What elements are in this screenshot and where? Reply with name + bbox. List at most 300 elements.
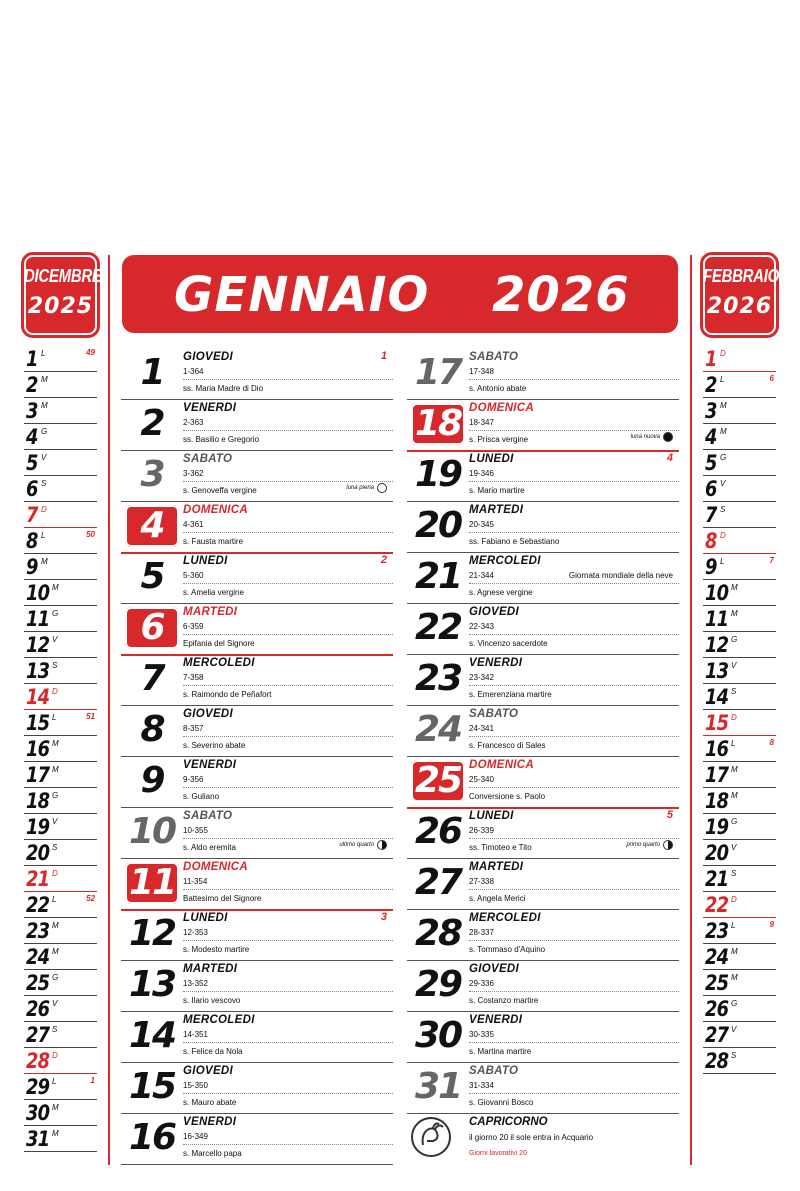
weekday-name: GIOVEDI	[183, 1065, 234, 1077]
side-day-number: 4	[705, 425, 717, 449]
side-day-row	[24, 996, 97, 1022]
side-day-row	[703, 762, 776, 788]
day-of-year: 10-355	[183, 826, 208, 835]
side-day-number: 3	[26, 399, 38, 423]
weekday-name: MARTEDI	[469, 504, 524, 516]
day-number: 29	[414, 964, 462, 1005]
day-number: 14	[128, 1015, 176, 1056]
side-day-number: 12	[705, 633, 729, 657]
moon-phase	[631, 432, 673, 442]
side-day-number: 14	[26, 685, 50, 709]
weekday-name: SABATO	[469, 351, 519, 363]
side-day-letter: L	[52, 895, 57, 904]
saint-name: s. Angela Merici	[469, 894, 526, 903]
side-day-row	[24, 1100, 97, 1126]
dotted-line	[183, 1042, 393, 1043]
side-day-number: 5	[705, 451, 717, 475]
side-day-row	[24, 892, 97, 918]
side-day-row	[703, 736, 776, 762]
side-day-number: 8	[705, 529, 717, 553]
dotted-line	[469, 634, 679, 635]
day-of-year: 5-360	[183, 571, 204, 580]
side-day-number: 25	[26, 971, 50, 995]
day-of-year: 6-359	[183, 622, 204, 631]
day-row	[407, 858, 679, 910]
weekday-name: GIOVEDI	[469, 606, 520, 618]
saint-name: s. Marcello papa	[183, 1149, 242, 1158]
weekday-name: LUNEDI	[183, 555, 228, 567]
weekday-name: VENERDI	[469, 657, 523, 669]
side-day-row	[24, 970, 97, 996]
side-day-number: 11	[26, 607, 50, 631]
day-row	[407, 501, 679, 553]
side-day-letter: G	[52, 609, 59, 618]
day-number: 2	[140, 403, 164, 444]
side-day-letter: S	[52, 1025, 58, 1034]
dotted-line	[469, 481, 679, 482]
weekday-name: VENERDI	[469, 1014, 523, 1026]
week-number: 3	[380, 911, 387, 923]
day-row	[121, 654, 393, 706]
day-number: 4	[125, 505, 179, 547]
side-day-letter: V	[52, 817, 58, 826]
side-day-row	[24, 528, 97, 554]
side-day-row	[24, 580, 97, 606]
saint-name: Epifania del Signore	[183, 639, 255, 648]
side-day-row	[24, 1074, 97, 1100]
dotted-line	[183, 787, 393, 788]
day-row	[121, 756, 393, 808]
side-day-letter: M	[731, 947, 738, 956]
day-number: 27	[414, 862, 462, 903]
dotted-line	[469, 1042, 679, 1043]
day-row	[407, 603, 679, 655]
day-of-year: 30-335	[469, 1030, 494, 1039]
side-day-number: 9	[26, 555, 38, 579]
dotted-line	[469, 736, 679, 737]
weekday-name: LUNEDI	[469, 453, 514, 465]
saint-name: s. Fausta martire	[183, 537, 244, 546]
weekday-name: MERCOLEDI	[469, 555, 541, 567]
day-number: 12	[128, 913, 176, 954]
saint-name: s. Mario martire	[469, 486, 525, 495]
prev-month-year: 2025	[27, 294, 94, 319]
weekday-name: DOMENICA	[469, 759, 535, 771]
side-day-number: 17	[26, 763, 50, 787]
side-day-row	[703, 658, 776, 684]
side-day-letter: L	[52, 713, 57, 722]
side-day-number: 4	[26, 425, 38, 449]
side-day-letter: M	[731, 583, 738, 592]
day-row	[121, 501, 393, 554]
side-day-number: 22	[705, 893, 729, 917]
day-number: 13	[128, 964, 176, 1005]
day-of-year: 4-361	[183, 520, 204, 529]
side-day-row	[24, 398, 97, 424]
side-day-letter: V	[731, 1025, 737, 1034]
side-day-row	[703, 840, 776, 866]
side-week-number: 9	[769, 920, 774, 929]
side-day-number: 20	[705, 841, 729, 865]
day-of-year: 26-339	[469, 826, 494, 835]
dotted-line	[469, 787, 679, 788]
day-number: 25	[411, 760, 465, 802]
saint-name: Battesimo del Signore	[183, 894, 262, 903]
weekday-name: MERCOLEDI	[469, 912, 541, 924]
side-day-number: 2	[705, 373, 717, 397]
weekday-name: SABATO	[469, 708, 519, 720]
side-day-letter: V	[52, 999, 58, 1008]
side-day-letter: M	[41, 401, 48, 410]
side-day-letter: M	[52, 1129, 59, 1138]
side-day-number: 27	[26, 1023, 50, 1047]
side-day-row	[703, 450, 776, 476]
side-day-row	[703, 866, 776, 892]
day-of-year: 3-362	[183, 469, 204, 478]
side-day-letter: G	[731, 817, 738, 826]
side-day-row	[703, 528, 776, 554]
day-number: 1	[140, 352, 164, 393]
day-number: 11	[125, 862, 179, 904]
side-day-row	[703, 398, 776, 424]
separator-right	[690, 255, 692, 1165]
saint-name: s. Genoveffa vergine	[183, 486, 257, 495]
side-day-row	[703, 788, 776, 814]
day-of-year: 27-338	[469, 877, 494, 886]
side-day-number: 26	[26, 997, 50, 1021]
side-day-letter: L	[731, 739, 736, 748]
zodiac-sign: CAPRICORNO	[469, 1116, 548, 1128]
side-day-number: 25	[705, 971, 729, 995]
day-row	[121, 1062, 393, 1114]
side-day-letter: V	[41, 453, 47, 462]
side-day-number: 10	[705, 581, 729, 605]
day-row	[407, 909, 679, 961]
moon-phase-label: primo quarto	[626, 842, 660, 848]
side-week-number: 51	[86, 712, 95, 721]
day-row	[121, 807, 393, 859]
day-number: 28	[414, 913, 462, 954]
day-number: 17	[414, 352, 462, 393]
side-day-number: 12	[26, 633, 50, 657]
moon-icon	[377, 840, 387, 850]
day-row	[407, 450, 679, 502]
saint-name: s. Severino abate	[183, 741, 246, 750]
side-day-row	[24, 554, 97, 580]
dotted-line	[183, 685, 393, 686]
side-day-row	[703, 476, 776, 502]
side-day-row	[24, 450, 97, 476]
side-day-number: 14	[705, 685, 729, 709]
dotted-line	[183, 379, 393, 380]
side-day-letter: V	[720, 479, 726, 488]
saint-name: s. Prisca vergine	[469, 435, 529, 444]
side-day-number: 16	[26, 737, 50, 761]
side-day-number: 21	[26, 867, 50, 891]
dotted-line	[469, 1093, 679, 1094]
day-number: 22	[414, 607, 462, 648]
saint-name: s. Guliano	[183, 792, 220, 801]
side-day-letter: M	[720, 427, 727, 436]
saint-name: s. Martina martire	[469, 1047, 532, 1056]
weekday-name: GIOVEDI	[469, 963, 520, 975]
side-day-number: 6	[26, 477, 38, 501]
saint-name: s. Giovanni Bosco	[469, 1098, 534, 1107]
side-day-row	[703, 346, 776, 372]
day-number: 8	[140, 709, 164, 750]
side-day-number: 27	[705, 1023, 729, 1047]
dotted-line	[183, 940, 393, 941]
side-day-row	[703, 424, 776, 450]
dotted-line	[183, 1144, 393, 1145]
side-day-number: 1	[26, 347, 38, 371]
side-day-number: 28	[26, 1049, 50, 1073]
side-day-row	[703, 996, 776, 1022]
side-day-letter: L	[731, 921, 736, 930]
day-row	[407, 960, 679, 1012]
weekday-name: GIOVEDI	[183, 708, 234, 720]
day-of-year: 19-346	[469, 469, 494, 478]
day-of-year: 21-344	[469, 571, 494, 580]
day-row	[407, 1011, 679, 1063]
side-day-row	[24, 918, 97, 944]
side-day-row	[24, 658, 97, 684]
moon-phase	[626, 840, 673, 850]
dotted-line	[183, 838, 393, 839]
side-day-letter: M	[720, 401, 727, 410]
day-row	[121, 858, 393, 911]
day-number: 30	[414, 1015, 462, 1056]
weekday-name: LUNEDI	[183, 912, 228, 924]
side-day-letter: S	[52, 843, 58, 852]
side-day-letter: S	[41, 479, 47, 488]
side-day-letter: L	[41, 349, 46, 358]
day-number: 18	[411, 403, 465, 445]
weekday-name: SABATO	[469, 1065, 519, 1077]
day-row	[121, 960, 393, 1012]
day-number: 5	[140, 556, 164, 597]
side-day-row	[703, 554, 776, 580]
dotted-line	[183, 736, 393, 737]
side-day-letter: D	[52, 687, 58, 696]
side-day-number: 28	[705, 1049, 729, 1073]
side-day-letter: L	[52, 1077, 57, 1086]
saint-name: ss. Timoteo e Tito	[469, 843, 532, 852]
side-day-number: 23	[705, 919, 729, 943]
side-day-number: 15	[26, 711, 50, 735]
saint-name: Conversione s. Paolo	[469, 792, 546, 801]
dotted-line	[469, 991, 679, 992]
dotted-line	[469, 838, 679, 839]
day-of-year: 31-334	[469, 1081, 494, 1090]
side-day-letter: D	[52, 869, 58, 878]
moon-phase-label: luna piena	[346, 485, 374, 491]
side-day-number: 24	[705, 945, 729, 969]
day-of-year: 18-347	[469, 418, 494, 427]
day-row	[407, 756, 679, 809]
day-of-year: 13-352	[183, 979, 208, 988]
side-day-row	[24, 866, 97, 892]
weekday-name: DOMENICA	[469, 402, 535, 414]
side-day-row	[703, 684, 776, 710]
side-day-row	[24, 814, 97, 840]
day-row	[121, 450, 393, 502]
day-number: 23	[414, 658, 462, 699]
moon-icon	[377, 483, 387, 493]
side-day-number: 19	[26, 815, 50, 839]
side-day-row	[24, 1022, 97, 1048]
weekday-name: MERCOLEDI	[183, 657, 255, 669]
dotted-line	[469, 379, 679, 380]
month-year: 2026	[492, 267, 630, 323]
side-day-letter: G	[731, 635, 738, 644]
dotted-line	[469, 889, 679, 890]
dotted-line	[183, 532, 393, 533]
side-day-row	[703, 372, 776, 398]
side-day-number: 3	[705, 399, 717, 423]
side-day-number: 13	[705, 659, 729, 683]
day-of-year: 17-348	[469, 367, 494, 376]
side-day-number: 17	[705, 763, 729, 787]
saint-name: s. Agnese vergine	[469, 588, 533, 597]
side-day-number: 9	[705, 555, 717, 579]
side-day-number: 2	[26, 373, 38, 397]
day-row	[407, 1062, 679, 1114]
day-of-year: 23-342	[469, 673, 494, 682]
weekday-name: DOMENICA	[183, 861, 249, 873]
side-week-number: 52	[86, 894, 95, 903]
day-number: 3	[140, 454, 164, 495]
day-row	[407, 654, 679, 706]
day-row	[121, 399, 393, 451]
side-day-number: 16	[705, 737, 729, 761]
dotted-line	[183, 481, 393, 482]
dotted-line	[469, 685, 679, 686]
side-day-letter: L	[720, 375, 725, 384]
week-number: 1	[380, 350, 387, 362]
saint-name: s. Vincenzo sacerdote	[469, 639, 548, 648]
side-day-row	[24, 1048, 97, 1074]
side-day-number: 19	[705, 815, 729, 839]
week-number: 2	[380, 554, 387, 566]
day-number: 19	[414, 454, 462, 495]
day-of-year: 11-354	[183, 877, 208, 886]
day-row	[121, 603, 393, 656]
day-number: 10	[128, 811, 176, 852]
side-day-row	[24, 736, 97, 762]
side-day-letter: D	[731, 895, 737, 904]
side-day-number: 23	[26, 919, 50, 943]
side-day-letter: V	[52, 635, 58, 644]
side-day-letter: S	[52, 661, 58, 670]
side-day-letter: D	[52, 1051, 58, 1060]
moon-phase	[346, 483, 387, 493]
day-of-year: 29-336	[469, 979, 494, 988]
event-note: Giornata mondiale della neve	[568, 571, 673, 580]
saint-name: s. Costanzo martire	[469, 996, 539, 1005]
weekday-name: SABATO	[183, 810, 233, 822]
side-day-letter: D	[41, 505, 47, 514]
month-name: GENNAIO	[174, 267, 430, 323]
saint-name: ss. Fabiano e Sebastiano	[469, 537, 560, 546]
moon-phase-label: ultimo quarto	[339, 842, 374, 848]
weekday-name: MERCOLEDI	[183, 1014, 255, 1026]
side-day-letter: M	[731, 791, 738, 800]
side-day-row	[24, 424, 97, 450]
side-day-row	[24, 1126, 97, 1152]
weekday-name: MARTEDI	[183, 606, 238, 618]
moon-phase	[339, 840, 387, 850]
side-day-number: 7	[26, 503, 38, 527]
saint-name: s. Ilario vescovo	[183, 996, 241, 1005]
side-day-row	[24, 632, 97, 658]
day-row	[407, 807, 679, 859]
side-day-number: 18	[705, 789, 729, 813]
day-row	[121, 705, 393, 757]
side-day-letter: M	[731, 609, 738, 618]
weekday-name: MARTEDI	[183, 963, 238, 975]
side-day-row	[703, 606, 776, 632]
saint-name: s. Aldo eremita	[183, 843, 236, 852]
saint-name: s. Francesco di Sales	[469, 741, 546, 750]
day-number: 16	[128, 1117, 176, 1158]
saint-name: s. Antonio abate	[469, 384, 527, 393]
dotted-line	[469, 940, 679, 941]
side-day-letter: M	[52, 739, 59, 748]
side-day-number: 21	[705, 867, 729, 891]
side-week-number: 49	[86, 348, 95, 357]
side-day-number: 29	[26, 1075, 50, 1099]
side-day-number: 30	[26, 1101, 50, 1125]
day-number: 31	[414, 1066, 462, 1107]
dotted-line	[183, 889, 393, 890]
side-day-letter: S	[720, 505, 726, 514]
day-number: 6	[125, 607, 179, 649]
side-day-number: 6	[705, 477, 717, 501]
side-day-number: 26	[705, 997, 729, 1021]
saint-name: s. Felice da Nola	[183, 1047, 243, 1056]
side-day-letter: G	[720, 453, 727, 462]
dotted-line	[183, 430, 393, 431]
saint-name: s. Emerenziana martire	[469, 690, 552, 699]
moon-icon	[663, 432, 673, 442]
side-day-letter: D	[720, 349, 726, 358]
next-month-name: FEBBRAIO	[703, 265, 779, 288]
side-day-letter: M	[731, 973, 738, 982]
side-day-row	[703, 502, 776, 528]
side-day-row	[703, 892, 776, 918]
side-day-number: 5	[26, 451, 38, 475]
dotted-line	[183, 634, 393, 635]
separator-left	[108, 255, 110, 1165]
side-day-letter: M	[731, 765, 738, 774]
side-day-letter: G	[52, 791, 59, 800]
day-of-year: 12-353	[183, 928, 208, 937]
saint-name: s. Mauro abate	[183, 1098, 237, 1107]
side-week-number: 50	[86, 530, 95, 539]
day-number: 7	[140, 658, 164, 699]
moon-phase-label: luna nuova	[630, 434, 660, 440]
dotted-line	[469, 583, 679, 584]
day-number: 21	[414, 556, 462, 597]
side-day-number: 24	[26, 945, 50, 969]
day-row	[407, 399, 679, 452]
side-day-number: 7	[705, 503, 717, 527]
dotted-line	[183, 991, 393, 992]
saint-name: s. Raimondo de Peñafort	[183, 690, 272, 699]
saint-name: s. Amelia vergine	[183, 588, 244, 597]
side-day-row	[703, 710, 776, 736]
